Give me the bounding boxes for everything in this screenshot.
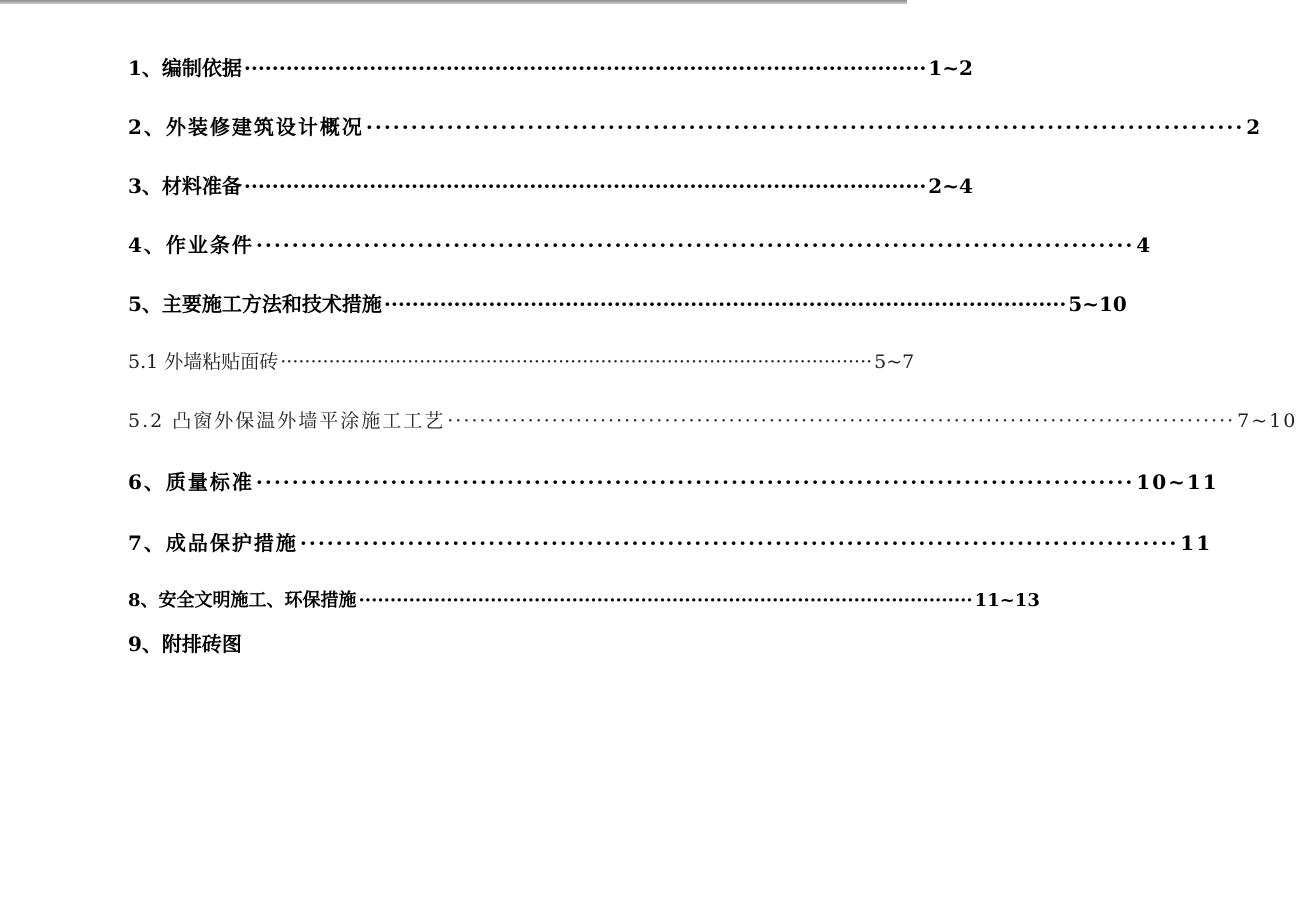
toc-page-number: 10~11 [1136,470,1219,494]
toc-entry-label: 1、编制依据 [128,56,242,80]
toc-page-number: 11 [1180,531,1213,555]
toc-entry-label: 5.2 凸窗外保温外墙平涂施工工艺 [128,410,446,432]
toc-page-number: 2 [1246,115,1263,139]
toc-entry-8[interactable] [128,586,1040,616]
top-border [0,0,907,4]
toc-page-number: 5~10 [1068,292,1127,316]
toc-entry-label: 4、作业条件 [128,233,254,257]
toc-dot-leader: ·································································································· [255,470,1135,494]
toc-entry-label: 5、主要施工方法和技术措施 [128,292,382,316]
toc-entry-9[interactable] [128,628,778,658]
toc-dot-leader: ·································································································· [299,531,1179,555]
toc-entry-7[interactable] [128,527,1213,557]
toc-page-number: 11~13 [974,590,1040,611]
toc-entry-5-2[interactable] [128,406,1297,436]
toc-dot-leader: ·································································································· [255,233,1135,257]
toc-entry-label: 5.1 外墙粘贴面砖 [128,351,279,373]
toc-dot-leader: ·································································································· [280,351,873,373]
toc-dot-leader: ·································································································· [365,115,1245,139]
toc-entry-label: 9、附排砖图 [128,632,242,656]
toc-entry-label: 2、外装修建筑设计概况 [128,115,364,139]
toc-entry-label: 6、质量标准 [128,470,254,494]
toc-dot-leader: ·································································································· [383,292,1067,316]
toc-entry-4[interactable] [128,229,1153,259]
toc-page-number: 4 [1136,233,1153,257]
toc-entry-1[interactable] [128,52,973,82]
toc-dot-leader: ·································································································· [358,590,973,611]
toc-entry-5-1[interactable] [128,347,915,377]
toc-page-number: 5~7 [874,351,915,373]
toc-entry-5[interactable] [128,288,1127,318]
toc-page-number: 2~4 [928,174,973,198]
toc-entry-label: 8、安全文明施工、环保措施 [128,590,357,611]
toc-dot-leader: ·································································································· [243,174,927,198]
toc-dot-leader: ·································································································· [243,56,927,80]
toc-entry-label: 7、成品保护措施 [128,531,298,555]
toc-entry-label: 3、材料准备 [128,174,242,198]
toc-entry-6[interactable] [128,466,1219,496]
toc-page-number: 7~10 [1237,410,1297,432]
toc-entry-2[interactable] [128,111,1263,141]
toc-entry-3[interactable] [128,170,973,200]
toc-page-number: 1~2 [928,56,973,80]
toc-dot-leader: ·································································································· [447,410,1236,432]
